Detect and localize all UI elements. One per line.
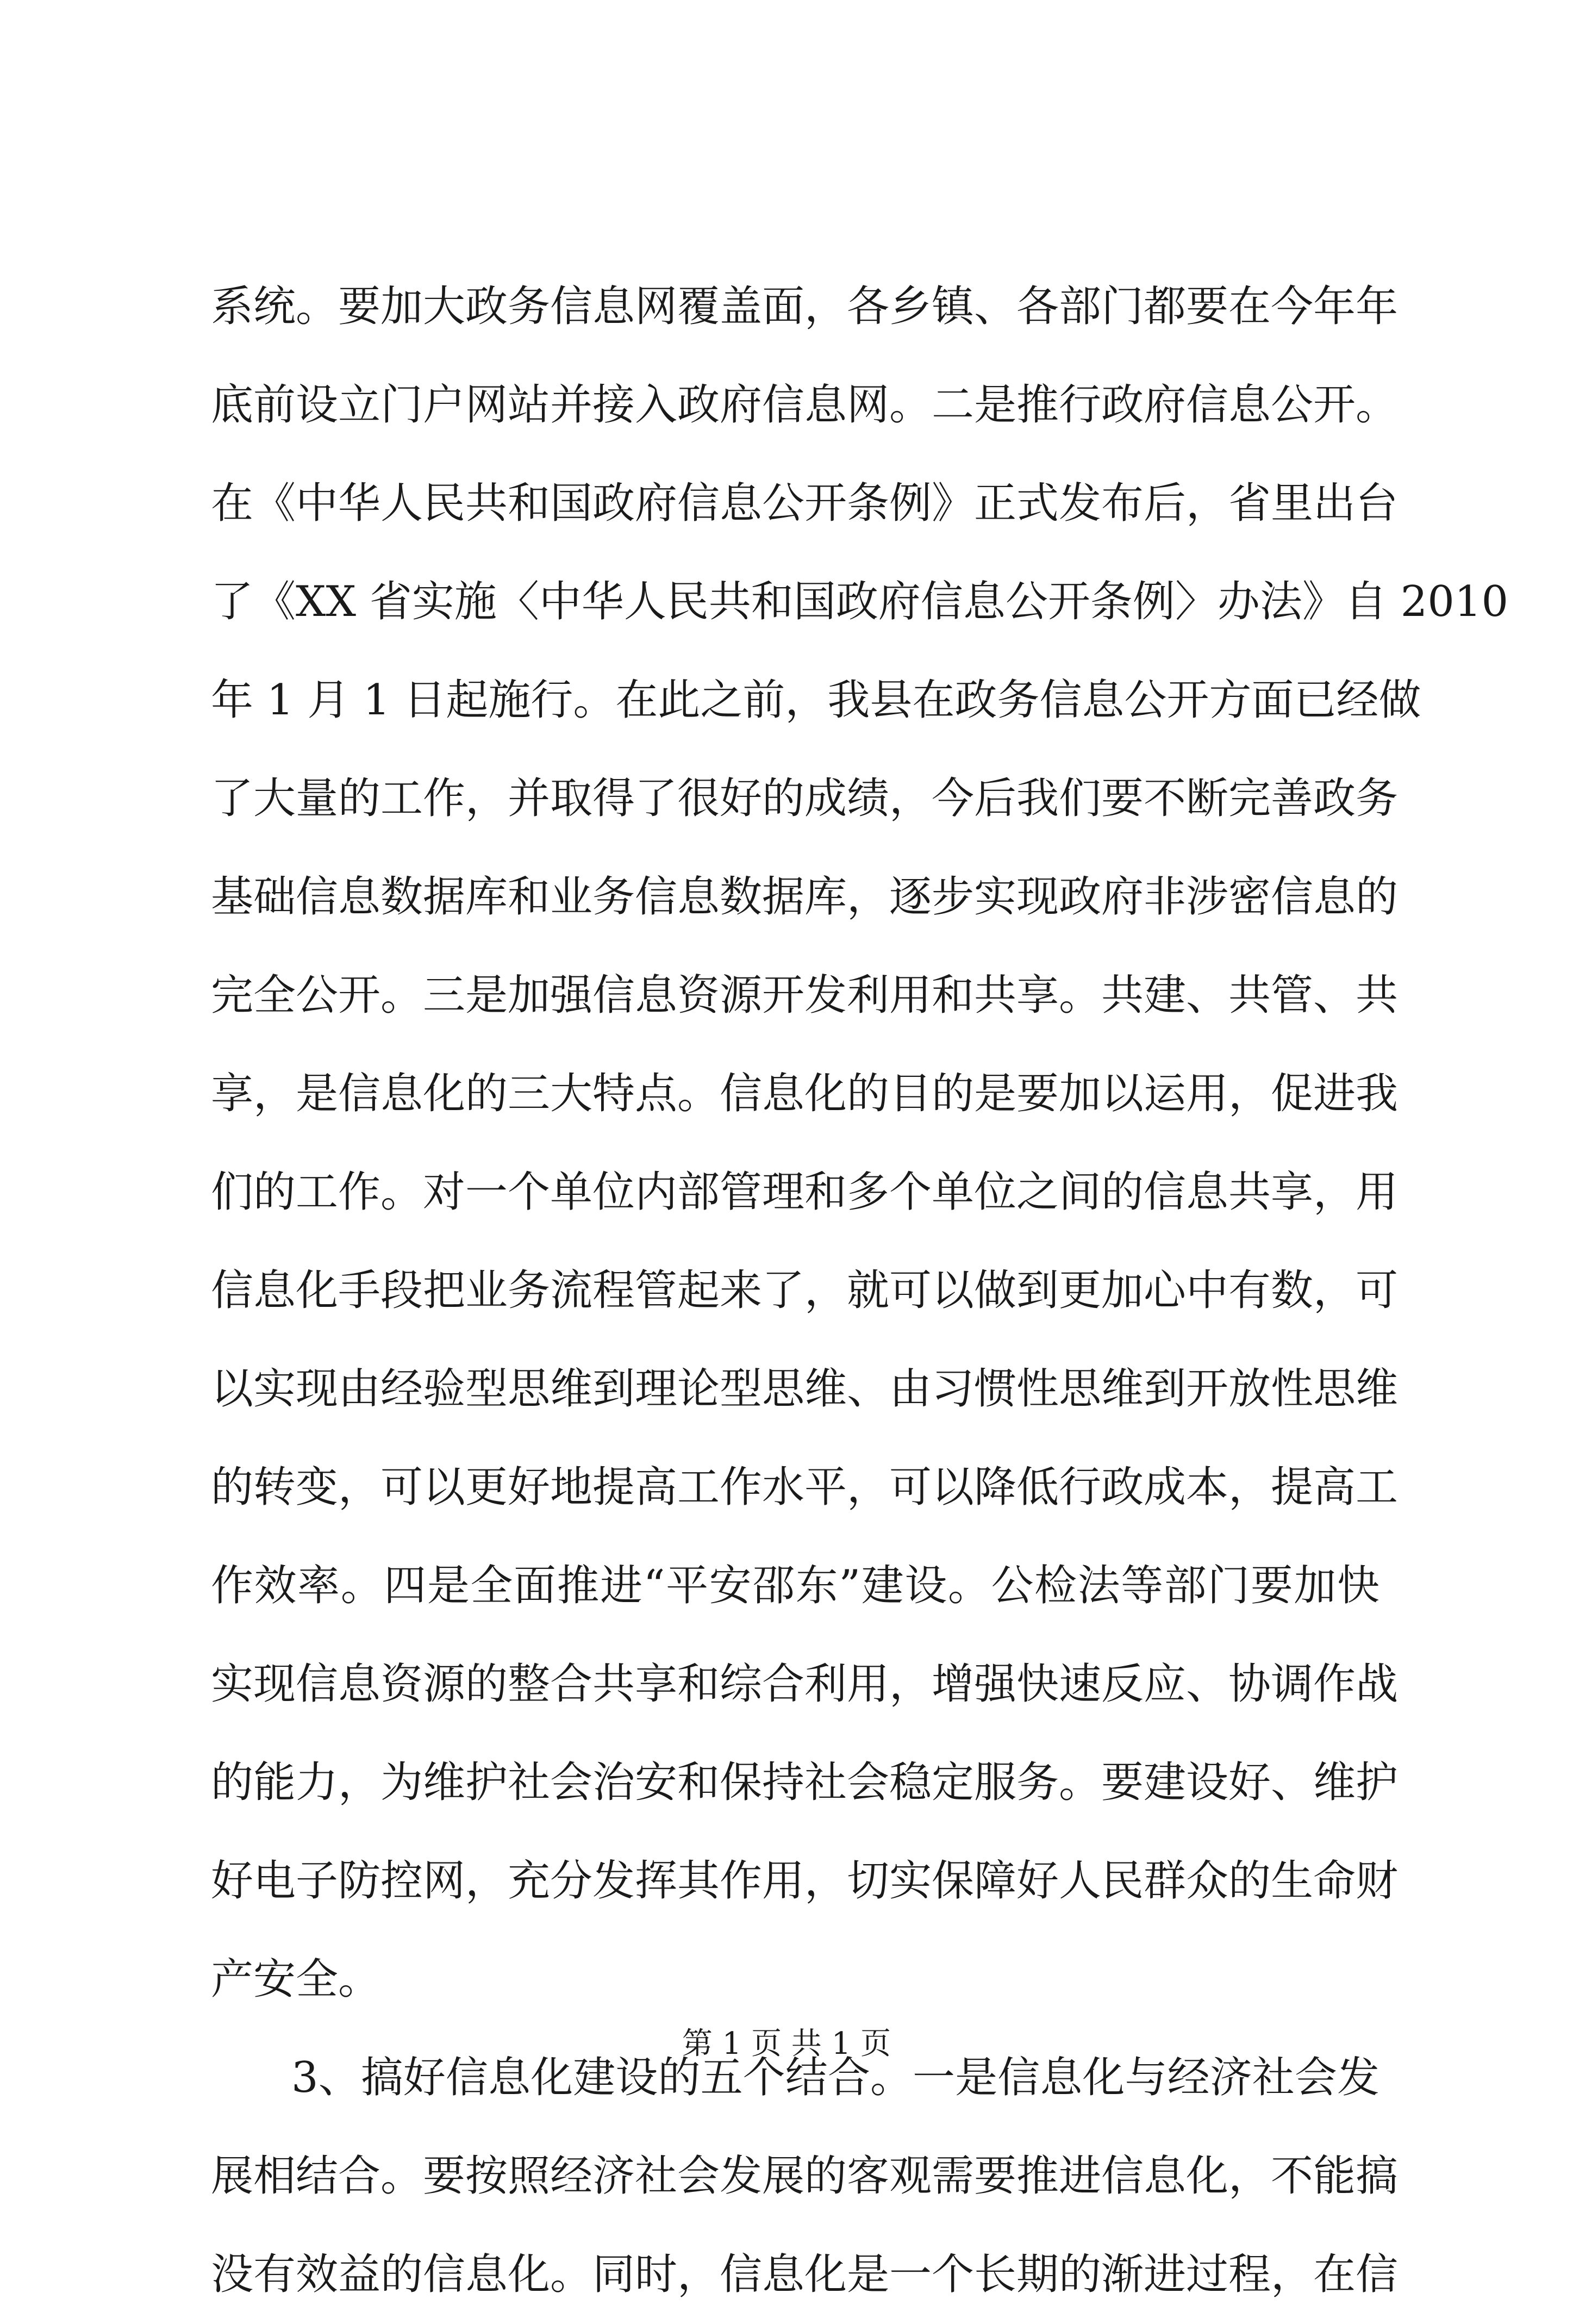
text-line: 在《中华人民共和国政府信息公开条例》正式发布后，省里出台 — [211, 479, 1399, 528]
text-line: 没有效益的信息化。同时，信息化是一个长期的渐进过程，在信 — [211, 2250, 1399, 2299]
text-line: 实现信息资源的整合共享和综合利用，增强快速反应、协调作战 — [211, 1660, 1399, 1709]
text-line: 产安全。 — [211, 1955, 381, 2004]
text-line: 年 1 月 1 日起施行。在此之前，我县在政务信息公开方面已经做 — [211, 676, 1421, 725]
paragraph-first-line: 3、搞好信息化建设的五个结合。一是信息化与经济社会发 — [291, 2053, 1380, 2102]
text-line: 好电子防控网，充分发挥其作用，切实保障好人民群众的生命财 — [211, 1856, 1399, 1905]
text-line: 基础信息数据库和业务信息数据库，逐步实现政府非涉密信息的 — [211, 873, 1399, 921]
document-body — [211, 258, 1509, 2324]
text-line: 展相结合。要按照经济社会发展的客观需要推进信息化，不能搞 — [211, 2152, 1399, 2201]
text-line: 信息化手段把业务流程管起来了，就可以做到更加心中有数，可 — [211, 1266, 1399, 1315]
text-line: 的能力，为维护社会治安和保持社会稳定服务。要建设好、维护 — [211, 1758, 1399, 1807]
text-line: 了《XX 省实施〈中华人民共和国政府信息公开条例〉办法》自 2010 — [211, 577, 1509, 626]
text-line: 完全公开。三是加强信息资源开发利用和共享。共建、共管、共 — [211, 971, 1399, 1020]
text-line: 作效率。四是全面推进“平安邵东”建设。公检法等部门要加快 — [211, 1561, 1380, 1610]
text-line: 的转变，可以更好地提高工作水平，可以降低行政成本，提高工 — [211, 1463, 1399, 1512]
text-line: 们的工作。对一个单位内部管理和多个单位之间的信息共享，用 — [211, 1168, 1399, 1217]
text-line: 系统。要加大政务信息网覆盖面，各乡镇、各部门都要在今年年 — [211, 282, 1399, 331]
text-line: 底前设立门户网站并接入政府信息网。二是推行政府信息公开。 — [211, 381, 1399, 429]
page-number-footer: 第 1 页 共 1 页 — [682, 2026, 891, 2061]
text-line: 了大量的工作，并取得了很好的成绩，今后我们要不断完善政务 — [211, 774, 1399, 823]
text-line: 享，是信息化的三大特点。信息化的目的是要加以运用，促进我 — [211, 1069, 1399, 1118]
text-line: 以实现由经验型思维到理论型思维、由习惯性思维到开放性思维 — [211, 1365, 1399, 1413]
